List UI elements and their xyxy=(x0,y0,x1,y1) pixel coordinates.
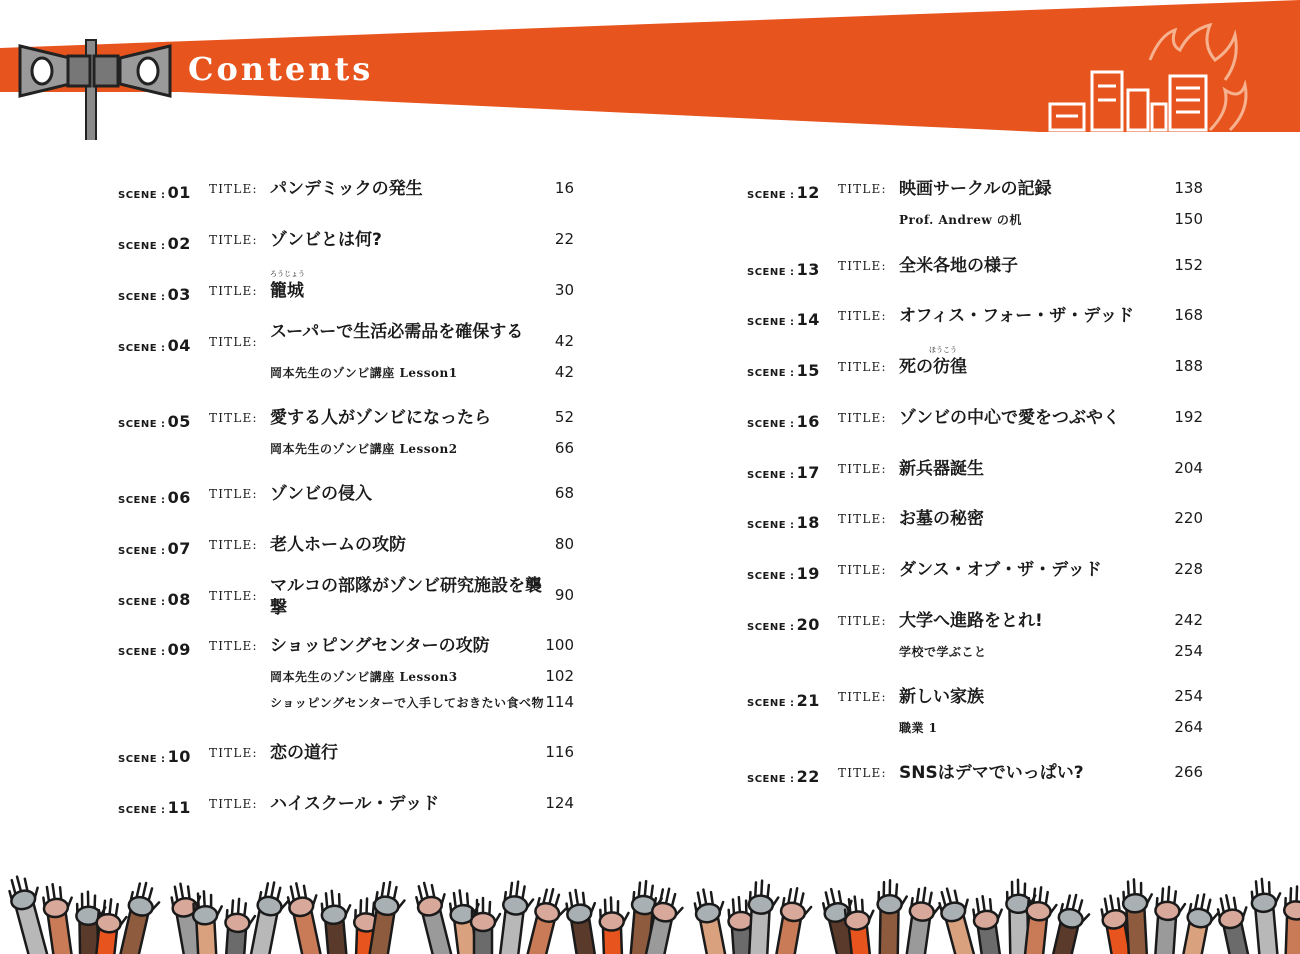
title-label: TITLE: xyxy=(838,182,887,196)
scene-number: 15 xyxy=(796,361,820,380)
title-label: TITLE: xyxy=(838,259,887,273)
scene-separator: : xyxy=(157,546,166,557)
toc-entry xyxy=(118,270,574,304)
scene-label xyxy=(747,183,820,202)
scene-separator: : xyxy=(786,698,795,709)
entry-title: 恋の道行 xyxy=(270,743,338,763)
scene-separator: : xyxy=(786,622,795,633)
toc-entry xyxy=(747,176,1203,200)
entry-title: ショッピングセンターの攻防 xyxy=(270,636,490,656)
scene-label xyxy=(118,590,191,609)
toc-entry xyxy=(747,456,1203,480)
title-label: TITLE: xyxy=(838,766,887,780)
page-number: 68 xyxy=(554,484,574,502)
scene-separator: : xyxy=(786,419,795,430)
page-number: 114 xyxy=(545,693,574,711)
page-number: 254 xyxy=(1174,642,1203,660)
subentry-title: 岡本先生のゾンビ講座 Lesson3 xyxy=(270,670,458,684)
entry-title: マルコの部隊がゾンビ研究施設を襲撃 xyxy=(270,576,542,618)
toc-entry xyxy=(747,253,1203,277)
title-label: TITLE: xyxy=(209,639,258,653)
scene-word: SCENE xyxy=(747,267,787,278)
page-number: 188 xyxy=(1174,357,1203,375)
page-number: 242 xyxy=(1174,611,1203,629)
toc-subentry xyxy=(118,438,574,458)
entry-title: SNSはデマでいっぱい? xyxy=(899,763,1084,783)
raised-hand xyxy=(1041,892,1093,954)
page-number: 42 xyxy=(554,363,574,381)
title-label: TITLE: xyxy=(209,233,258,247)
title-label: TITLE: xyxy=(838,690,887,704)
toc-entry xyxy=(118,740,574,764)
subentry-title: 岡本先生のゾンビ講座 Lesson1 xyxy=(270,366,458,380)
page-number: 220 xyxy=(1174,509,1203,527)
page-number: 100 xyxy=(545,636,574,654)
scene-word: SCENE xyxy=(118,292,158,303)
scene-number: 01 xyxy=(167,183,191,202)
scene-word: SCENE xyxy=(747,520,787,531)
scene-label xyxy=(118,336,191,355)
scene-number: 05 xyxy=(167,412,191,431)
scene-separator: : xyxy=(786,520,795,531)
scene-word: SCENE xyxy=(118,343,158,354)
page-number: 116 xyxy=(545,743,574,761)
scene-number: 22 xyxy=(796,767,820,786)
raised-hand xyxy=(767,886,814,954)
entry-title: 新しい家族 xyxy=(899,687,984,707)
raised-hand xyxy=(320,889,358,954)
page-number: 152 xyxy=(1174,256,1203,274)
scene-word: SCENE xyxy=(118,754,158,765)
toc-entry xyxy=(747,557,1203,581)
title-label: TITLE: xyxy=(209,589,258,603)
toc-entry xyxy=(747,405,1203,429)
title-label: TITLE: xyxy=(209,487,258,501)
scene-number: 13 xyxy=(796,260,820,279)
scene-number: 12 xyxy=(796,183,820,202)
toc-entry xyxy=(118,176,574,200)
scene-word: SCENE xyxy=(747,317,787,328)
subentry-title: ショッピングセンターで入手しておきたい食べ物 xyxy=(270,696,545,710)
scene-label xyxy=(747,691,820,710)
raised-hand xyxy=(471,898,500,954)
raised-hand xyxy=(192,890,226,954)
page-number: 42 xyxy=(554,332,574,350)
scene-word: SCENE xyxy=(118,241,158,252)
entry-title: 映画サークルの記録 xyxy=(899,179,1052,199)
toc-entry xyxy=(118,791,574,815)
toc-entry xyxy=(747,506,1203,530)
scene-label xyxy=(118,234,191,253)
toc-entry xyxy=(118,227,574,251)
title-label: TITLE: xyxy=(838,309,887,323)
subentry-title: 職業 1 xyxy=(899,721,938,735)
title-label: TITLE: xyxy=(838,462,887,476)
title-label: TITLE: xyxy=(838,360,887,374)
page-number: 168 xyxy=(1174,306,1203,324)
scene-label xyxy=(118,539,191,558)
scene-separator: : xyxy=(157,754,166,765)
scene-label xyxy=(747,260,820,279)
entry-title: ダンス・オブ・ザ・デッド xyxy=(899,560,1102,580)
scene-label xyxy=(747,564,820,583)
page-number: 80 xyxy=(554,535,574,553)
scene-word: SCENE xyxy=(118,597,158,608)
scene-word: SCENE xyxy=(747,419,787,430)
scene-label xyxy=(118,183,191,202)
header-banner xyxy=(0,0,1300,140)
scene-separator: : xyxy=(157,419,166,430)
entry-title: オフィス・フォー・ザ・デッド xyxy=(899,306,1134,326)
scene-separator: : xyxy=(786,190,795,201)
toc-entry xyxy=(118,532,574,556)
scene-number: 18 xyxy=(796,513,820,532)
page-number: 22 xyxy=(554,230,574,248)
toc-subentry xyxy=(747,209,1203,229)
title-label: TITLE: xyxy=(209,538,258,552)
title-label: TITLE: xyxy=(209,335,258,349)
scene-label xyxy=(747,310,820,329)
furigana: ろうじょう xyxy=(270,270,305,278)
title-label: TITLE: xyxy=(209,746,258,760)
scene-separator: : xyxy=(157,241,166,252)
scene-separator: : xyxy=(786,774,795,785)
page-number: 228 xyxy=(1174,560,1203,578)
scene-label xyxy=(747,412,820,431)
entry-title: ハイスクール・デッド xyxy=(270,794,440,814)
raised-hand xyxy=(599,897,632,954)
scene-number: 10 xyxy=(167,747,191,766)
page-number: 138 xyxy=(1174,179,1203,197)
page-number: 204 xyxy=(1174,459,1203,477)
scene-number: 06 xyxy=(167,488,191,507)
scene-separator: : xyxy=(786,317,795,328)
raised-hand xyxy=(876,880,907,954)
raised-hand xyxy=(1281,886,1300,954)
scene-separator: : xyxy=(786,571,795,582)
toc-entry xyxy=(747,303,1203,327)
scene-number: 14 xyxy=(796,310,820,329)
title-label: TITLE: xyxy=(838,512,887,526)
title-label: TITLE: xyxy=(209,797,258,811)
scene-number: 19 xyxy=(796,564,820,583)
entry-title: スーパーで生活必需品を確保する xyxy=(270,322,524,342)
entry-title: 籠城 xyxy=(270,281,304,301)
entry-title: 死の彷徨 xyxy=(899,357,967,377)
entry-title: 老人ホームの攻防 xyxy=(270,535,406,555)
entry-title: パンデミックの発生 xyxy=(270,179,423,199)
scene-separator: : xyxy=(157,343,166,354)
entry-title: 全米各地の様子 xyxy=(899,256,1018,276)
title-label: TITLE: xyxy=(209,182,258,196)
page-number: 264 xyxy=(1174,718,1203,736)
entry-title: 愛する人がゾンビになったら xyxy=(270,408,491,428)
scene-number: 21 xyxy=(796,691,820,710)
scene-number: 08 xyxy=(167,590,191,609)
scene-separator: : xyxy=(157,495,166,506)
raised-hand xyxy=(494,880,535,954)
raised-hand xyxy=(1250,877,1288,954)
page-number: 254 xyxy=(1174,687,1203,705)
scene-separator: : xyxy=(157,597,166,608)
raised-hand xyxy=(516,886,569,954)
scene-number: 09 xyxy=(167,640,191,659)
scene-number: 03 xyxy=(167,285,191,304)
scene-number: 11 xyxy=(167,798,191,817)
page-number: 150 xyxy=(1174,210,1203,228)
scene-word: SCENE xyxy=(747,774,787,785)
scene-label xyxy=(118,640,191,659)
page-title: Contents xyxy=(188,50,374,88)
subentry-title: Prof. Andrew の机 xyxy=(899,213,1022,227)
toc-entry xyxy=(118,405,574,429)
scene-number: 16 xyxy=(796,412,820,431)
raised-hand xyxy=(243,880,291,954)
scene-label xyxy=(747,361,820,380)
scene-label xyxy=(747,615,820,634)
title-label: TITLE: xyxy=(209,284,258,298)
raised-hand xyxy=(1173,892,1221,954)
scene-separator: : xyxy=(157,292,166,303)
scene-label xyxy=(118,747,191,766)
toc-entry xyxy=(118,576,574,618)
page-number: 124 xyxy=(545,794,574,812)
title-label: TITLE: xyxy=(838,614,887,628)
scene-separator: : xyxy=(157,647,166,658)
page-number: 66 xyxy=(554,439,574,457)
page-number: 90 xyxy=(554,586,574,604)
scene-separator: : xyxy=(786,470,795,481)
toc-entry xyxy=(118,633,574,657)
toc-subentry xyxy=(747,717,1203,737)
raised-hand xyxy=(899,886,942,954)
scene-separator: : xyxy=(157,190,166,201)
furigana: ほうこう xyxy=(929,346,957,354)
scene-number: 07 xyxy=(167,539,191,558)
toc-entry xyxy=(747,346,1203,380)
subentry-title: 岡本先生のゾンビ講座 Lesson2 xyxy=(270,442,458,456)
entry-title: ゾンビの中心で愛をつぶやく xyxy=(899,408,1120,428)
scene-separator: : xyxy=(786,368,795,379)
raised-hand xyxy=(1122,878,1156,954)
scene-word: SCENE xyxy=(118,805,158,816)
scene-number: 04 xyxy=(167,336,191,355)
scene-word: SCENE xyxy=(747,470,787,481)
entry-title: ゾンビの侵入 xyxy=(270,484,372,504)
raised-hand xyxy=(220,898,256,954)
scene-word: SCENE xyxy=(118,190,158,201)
entry-title: お墓の秘密 xyxy=(899,509,984,529)
scene-separator: : xyxy=(786,267,795,278)
toc-subentry xyxy=(747,641,1203,661)
toc-subentry xyxy=(118,666,574,686)
zombie-hands-illustration xyxy=(0,862,1300,954)
scene-label xyxy=(118,488,191,507)
scene-label xyxy=(118,412,191,431)
scene-word: SCENE xyxy=(118,419,158,430)
toc-entry xyxy=(747,684,1203,708)
title-label: TITLE: xyxy=(209,411,258,425)
subentry-title: 学校で学ぶこと xyxy=(899,645,987,659)
scene-word: SCENE xyxy=(118,647,158,658)
scene-separator: : xyxy=(157,805,166,816)
scene-word: SCENE xyxy=(747,698,787,709)
page-number: 266 xyxy=(1174,763,1203,781)
page-number: 30 xyxy=(554,281,574,299)
title-label: TITLE: xyxy=(838,563,887,577)
scene-label xyxy=(118,798,191,817)
page-number: 16 xyxy=(554,179,574,197)
toc-entry xyxy=(118,322,574,355)
scene-word: SCENE xyxy=(747,190,787,201)
title-label: TITLE: xyxy=(838,411,887,425)
scene-label xyxy=(747,463,820,482)
scene-label xyxy=(747,513,820,532)
scene-word: SCENE xyxy=(118,495,158,506)
scene-number: 02 xyxy=(167,234,191,253)
toc-subentry xyxy=(118,362,574,382)
scene-word: SCENE xyxy=(747,571,787,582)
scene-word: SCENE xyxy=(118,546,158,557)
scene-number: 17 xyxy=(796,463,820,482)
scene-word: SCENE xyxy=(747,622,787,633)
page-number: 192 xyxy=(1174,408,1203,426)
toc-entry xyxy=(118,481,574,505)
raised-hand xyxy=(1150,886,1186,954)
toc-entry xyxy=(747,760,1203,784)
scene-number: 20 xyxy=(796,615,820,634)
toc-entry xyxy=(747,608,1203,632)
toc-subentry xyxy=(118,692,574,712)
entry-title: 大学へ進路をとれ! xyxy=(899,611,1043,631)
scene-word: SCENE xyxy=(747,368,787,379)
entry-title: 新兵器誕生 xyxy=(899,459,984,479)
page-number: 52 xyxy=(554,408,574,426)
entry-title: ゾンビとは何? xyxy=(270,230,382,250)
scene-label xyxy=(747,767,820,786)
scene-label xyxy=(118,285,191,304)
page-number: 102 xyxy=(545,667,574,685)
